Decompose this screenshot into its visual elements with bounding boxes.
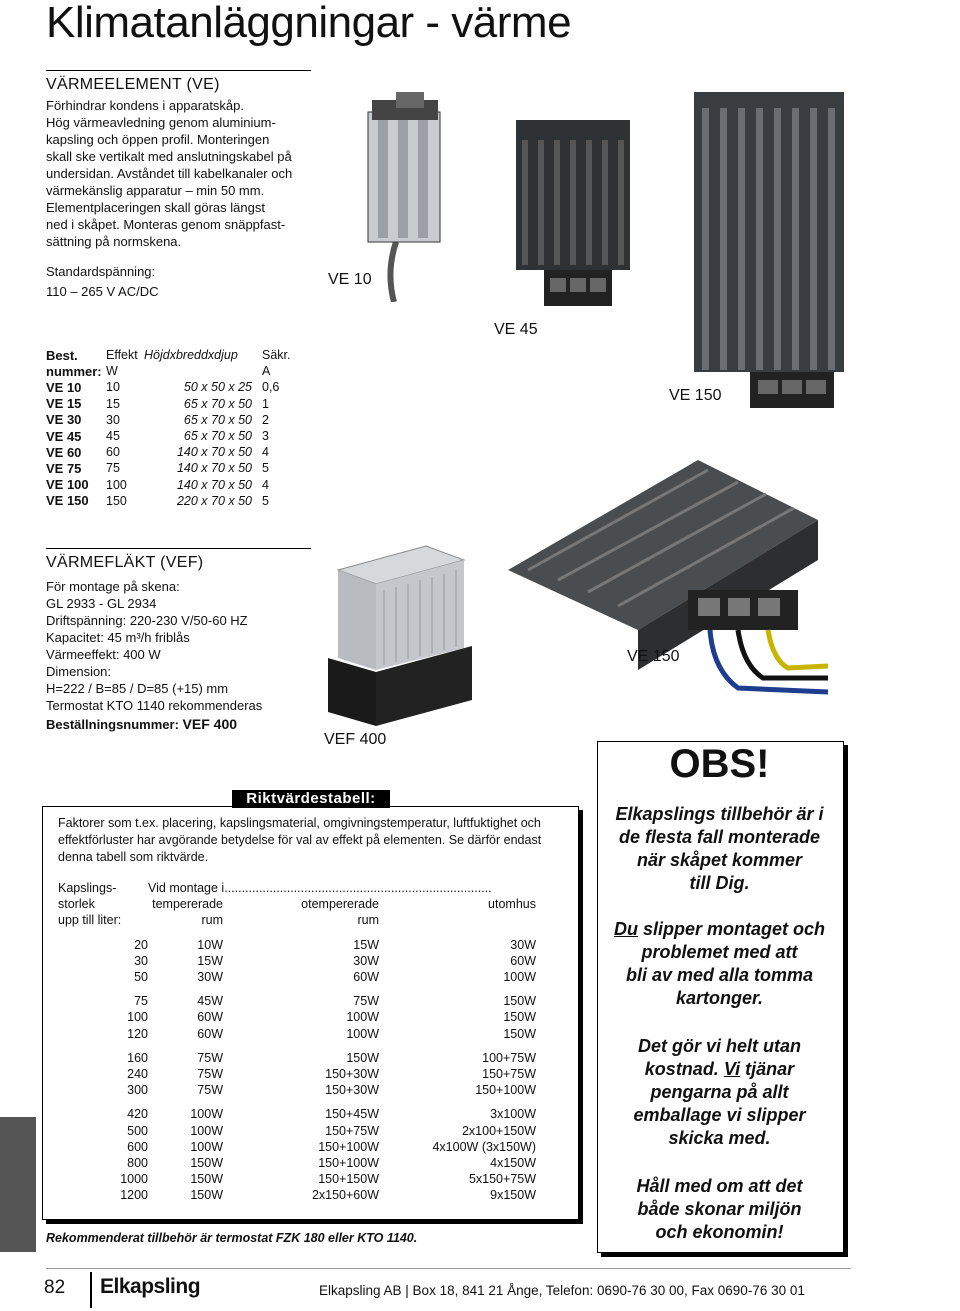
table-row (46, 444, 302, 460)
volume-liters: 1200 (120, 1188, 148, 1203)
obs-line (597, 918, 842, 941)
side-tab-marker (0, 1117, 36, 1252)
untempered-room: 150+150W (318, 1172, 379, 1187)
tempered-room: 15W (197, 953, 223, 968)
outdoors: 150W (503, 1010, 536, 1025)
header-rum-2: rum (357, 913, 379, 928)
obs-underlined-word: Du (613, 919, 638, 939)
table-row (58, 1082, 536, 1098)
ve-desc-line: skall ske vertikalt med anslutningskabel på (46, 149, 292, 164)
obs-paragraph-1 (597, 803, 842, 895)
ve-desc-line: undersidan. Avståndet till kabelkanaler och (46, 166, 293, 181)
group-spacer (58, 985, 536, 993)
table-row (58, 993, 536, 1009)
group-spacer (58, 1098, 536, 1106)
tempered-room: 75W (197, 1066, 223, 1081)
voltage-block (46, 263, 159, 300)
ve10-label: VE 10 (328, 271, 372, 288)
order-number: VE 15 (46, 396, 82, 412)
table-row (58, 937, 536, 953)
order-table (46, 347, 302, 509)
header-empty (379, 912, 536, 928)
tempered-room: 10W (197, 937, 223, 952)
dimensions: 50 x 50 x 25 (183, 380, 252, 395)
obs-line: de flesta fall monterade (618, 827, 821, 847)
table-row (46, 379, 302, 395)
ve150-label-bottom: VE 150 (627, 648, 680, 665)
col-header-dimensions-unit (144, 363, 262, 379)
header-kapslings: Kapslings- (58, 881, 117, 896)
section-rule-ve (46, 70, 311, 71)
untempered-room: 150+30W (325, 1083, 379, 1098)
ve-description (46, 97, 292, 250)
tempered-room: 30W (197, 970, 223, 985)
table-row (58, 1187, 536, 1203)
table-row (46, 412, 302, 428)
volume-liters: 50 (134, 970, 148, 985)
riktvarde-intro-line: effektförluster har avgörande betydelse för val av effekt på elementen. Se därför endast (58, 833, 542, 847)
tempered-room: 75W (197, 1083, 223, 1098)
vef400-label: VEF 400 (324, 731, 387, 748)
volume-liters: 75 (134, 994, 148, 1009)
vef-heading: VÄRMEFLÄKT (VEF) (46, 554, 204, 571)
ve150-label-top: VE 150 (669, 387, 722, 404)
table-row (58, 1139, 536, 1155)
header-rum-1: rum (201, 913, 223, 928)
dimensions: 65 x 70 x 50 (183, 429, 252, 444)
order-number: VE 30 (46, 412, 82, 428)
table-row (46, 396, 302, 412)
volume-liters: 800 (127, 1155, 148, 1170)
tempered-room: 75W (197, 1050, 223, 1065)
section-rule-vef (46, 548, 311, 549)
obs-title: OBS! (669, 742, 770, 786)
ve-desc-line: Hög värmeavledning genom aluminium- (46, 115, 276, 130)
obs-paragraph-3 (597, 1035, 842, 1150)
obs-line: när skåpet kommer (636, 850, 803, 870)
recommendation-note: Rekommenderat tillbehör är termostat FZK 180 eller KTO 1140. (46, 1231, 418, 1245)
spacer-cell (58, 985, 536, 993)
col-header-power-unit: W (106, 364, 118, 379)
header-upp-till-liter: upp till liter: (58, 913, 122, 928)
volume-liters: 600 (127, 1139, 148, 1154)
riktvarde-intro (58, 815, 541, 866)
table-row (58, 1066, 536, 1082)
brand-logo: Elkapsling (100, 1275, 201, 1298)
obs-line: och ekonomin! (655, 1222, 784, 1242)
ve-desc-line: Förhindrar kondens i apparatskåp. (46, 98, 245, 113)
obs-line (597, 1058, 842, 1081)
untempered-room: 150+100W (318, 1139, 379, 1154)
volume-liters: 240 (127, 1066, 148, 1081)
header-vid-montage: Vid montage i............................................................................. (148, 881, 492, 896)
obs-paragraph-4 (597, 1175, 842, 1244)
tempered-room: 60W (197, 1026, 223, 1041)
volume-liters: 300 (127, 1083, 148, 1098)
vef-spec-line: För montage på skena: (46, 579, 180, 594)
order-number: VE 100 (46, 477, 89, 493)
header-otempererade: otempererade (301, 897, 379, 912)
obs-paragraph-2 (597, 918, 842, 1010)
untempered-room: 100W (346, 1026, 379, 1041)
table-row (58, 1171, 536, 1187)
tempered-room: 60W (197, 1010, 223, 1025)
ve-desc-line: ned i skåpet. Monteras genom snäppfast- (46, 217, 286, 232)
table-row (46, 493, 302, 509)
vef-spec-line: Termostat KTO 1140 rekommenderas (46, 698, 263, 713)
order-number: VE 150 (46, 493, 89, 509)
ve-desc-line: kapsling och öppen profil. Monteringen (46, 132, 270, 147)
untempered-room: 150+100W (318, 1155, 379, 1170)
fuse: 2 (262, 412, 269, 427)
header-storlek: storlek (58, 897, 95, 912)
outdoors: 100+75W (482, 1050, 536, 1065)
ve150-heater-photo-bottom (498, 420, 828, 720)
obs-underlined-word: Vi (723, 1059, 741, 1079)
fuse: 3 (262, 429, 269, 444)
dimensions: 140 x 70 x 50 (176, 461, 252, 476)
group-spacer (58, 1042, 536, 1050)
untempered-room: 60W (353, 970, 379, 985)
outdoors: 30W (510, 937, 536, 952)
obs-line: emballage vi slipper (633, 1105, 806, 1125)
dimensions: 220 x 70 x 50 (176, 493, 252, 508)
obs-line: bli av med alla tomma (625, 965, 814, 985)
tempered-room: 100W (190, 1123, 223, 1138)
tempered-room: 100W (190, 1139, 223, 1154)
power: 30 (106, 412, 120, 427)
obs-line: skicka med. (668, 1128, 771, 1148)
riktvarde-header-row (58, 912, 536, 928)
ve150-heater-photo-top (684, 82, 848, 412)
table-row (58, 1026, 536, 1042)
ve45-heater-photo (508, 110, 638, 310)
vef-order-number (46, 716, 237, 732)
page-title: Klimatanläggningar - värme (46, 0, 572, 47)
spacer-cell (58, 929, 536, 937)
power: 10 (106, 380, 120, 395)
volume-liters: 1000 (120, 1172, 148, 1187)
untempered-room: 30W (353, 953, 379, 968)
table-row (58, 953, 536, 969)
riktvarde-label: Riktvärdestabell: (232, 790, 390, 808)
vef-spec-line: Värmeeffekt: 400 W (46, 647, 161, 662)
order-table-header (46, 347, 302, 363)
outdoors: 5x150+75W (468, 1172, 536, 1187)
untempered-room: 15W (353, 937, 379, 952)
vef400-fan-heater-photo (326, 540, 476, 730)
ve-desc-line: Elementplaceringen skall göras längst (46, 200, 265, 215)
power: 150 (106, 493, 127, 508)
footer-divider (90, 1272, 92, 1308)
tempered-room: 150W (190, 1188, 223, 1203)
obs-line: till Dig. (689, 873, 750, 893)
page-number: 82 (44, 1277, 66, 1298)
spacer-cell (58, 1098, 536, 1106)
riktvarde-body (58, 929, 536, 1204)
outdoors: 2x100+150W (461, 1123, 536, 1138)
riktvarde-intro-line: Faktorer som t.ex. placering, kapslingsmaterial, omgivningstemperatur, luftfuktighet och (58, 816, 541, 830)
obs-line: Elkapslings tillbehör är i (615, 804, 824, 824)
obs-line: Det gör vi helt utan (637, 1036, 801, 1056)
untempered-room: 150W (346, 1050, 379, 1065)
spacer-cell (58, 1042, 536, 1050)
outdoors: 3x100W (490, 1107, 536, 1122)
outdoors: 150W (503, 994, 536, 1009)
order-number: VE 10 (46, 379, 82, 395)
vef-specs (46, 578, 262, 714)
fuse: 1 (262, 396, 269, 411)
outdoors: 60W (510, 953, 536, 968)
voltage-label: Standardspänning: (46, 264, 156, 279)
untempered-room: 150+45W (325, 1107, 379, 1122)
riktvarde-header-row (58, 896, 536, 912)
tempered-room: 150W (190, 1155, 223, 1170)
power: 15 (106, 396, 120, 411)
vef-spec-line: Dimension: (46, 664, 112, 679)
untempered-room: 150+75W (325, 1123, 379, 1138)
table-row (46, 477, 302, 493)
table-row (58, 969, 536, 985)
obs-line-rest: tjänar (740, 1059, 795, 1079)
riktvarde-intro-line: denna tabell som riktvärde. (58, 850, 209, 864)
fuse: 4 (262, 445, 269, 460)
obs-line: kartonger. (675, 988, 764, 1008)
untempered-room: 100W (346, 1010, 379, 1025)
fuse: 5 (262, 493, 269, 508)
dimensions: 65 x 70 x 50 (183, 396, 252, 411)
volume-liters: 30 (134, 953, 148, 968)
vef-order-label: Beställningsnummer: (46, 717, 179, 732)
dimensions: 140 x 70 x 50 (176, 477, 252, 492)
order-number: VE 75 (46, 460, 82, 476)
obs-line: pengarna på allt (650, 1082, 789, 1102)
obs-line-rest: slipper montaget och (637, 919, 826, 939)
group-spacer (58, 929, 536, 937)
tempered-room: 100W (190, 1107, 223, 1122)
power: 60 (106, 445, 120, 460)
untempered-room: 2x150+60W (311, 1188, 379, 1203)
vef-order-value: VEF 400 (182, 716, 238, 732)
outdoors: 150W (503, 1026, 536, 1041)
ve-heading: VÄRMEELEMENT (VE) (46, 76, 220, 93)
obs-line: både skonar miljön (637, 1199, 802, 1219)
vef-spec-line: H=222 / B=85 / D=85 (+15) mm (46, 681, 229, 696)
obs-line: problemet med att (641, 942, 798, 962)
tempered-room: 150W (190, 1172, 223, 1187)
volume-liters: 100 (127, 1010, 148, 1025)
dimensions: 65 x 70 x 50 (183, 412, 252, 427)
footer-rule (46, 1268, 851, 1269)
table-row (58, 1155, 536, 1171)
vef-spec-line: Kapacitet: 45 m³/h friblås (46, 630, 190, 645)
col-header-power: Effekt (106, 348, 138, 363)
untempered-room: 150+30W (325, 1066, 379, 1081)
tempered-room: 45W (197, 994, 223, 1009)
power: 100 (106, 477, 127, 492)
power: 45 (106, 429, 120, 444)
col-header-fuse-unit: A (262, 364, 271, 379)
col-header-dimensions: Höjdxbreddxdjup (144, 348, 238, 363)
table-row (58, 1050, 536, 1066)
volume-liters: 120 (127, 1026, 148, 1041)
volume-liters: 500 (127, 1123, 148, 1138)
obs-line: Håll med om att det (636, 1176, 803, 1196)
power: 75 (106, 461, 120, 476)
outdoors: 4x100W (3x150W) (432, 1139, 536, 1154)
table-row (58, 1009, 536, 1025)
table-row (46, 428, 302, 444)
ve-desc-line: sättning på normskena. (46, 234, 182, 249)
col-header-fuse: Säkr. (262, 348, 291, 363)
vef-spec-line: GL 2933 - GL 2934 (46, 596, 157, 611)
outdoors: 4x150W (490, 1155, 536, 1170)
ve45-label: VE 45 (494, 321, 538, 338)
fuse: 4 (262, 477, 269, 492)
table-row (46, 460, 302, 476)
order-table-header (46, 363, 302, 379)
outdoors: 9x150W (490, 1188, 536, 1203)
fuse: 0,6 (262, 380, 280, 395)
col-header-order: Best. (46, 347, 78, 363)
fuse: 5 (262, 461, 269, 476)
riktvarde-header-row (58, 880, 536, 896)
order-number: VE 60 (46, 444, 82, 460)
dimensions: 140 x 70 x 50 (176, 445, 252, 460)
table-row (58, 1122, 536, 1138)
order-number: VE 45 (46, 428, 82, 444)
col-header-order-2: nummer: (46, 363, 102, 379)
riktvarde-table (58, 880, 536, 1203)
obs-line-start: kostnad. (644, 1059, 724, 1079)
volume-liters: 420 (127, 1107, 148, 1122)
volume-liters: 20 (134, 937, 148, 952)
header-tempererade: tempererade (152, 897, 223, 912)
untempered-room: 75W (353, 994, 379, 1009)
volume-liters: 160 (127, 1050, 148, 1065)
outdoors: 150+75W (482, 1066, 536, 1081)
outdoors: 100W (503, 970, 536, 985)
footer-address: Elkapsling AB | Box 18, 841 21 Ånge, Telefon: 0690-76 30 00, Fax 0690-76 30 01 (319, 1283, 805, 1298)
table-row (58, 1106, 536, 1122)
voltage-value: 110 – 265 V AC/DC (46, 284, 159, 299)
vef-spec-line: Driftspänning: 220-230 V/50-60 HZ (46, 613, 248, 628)
header-utomhus: utomhus (488, 897, 536, 912)
ve-desc-line: värmekänslig apparatur – min 50 mm. (46, 183, 265, 198)
outdoors: 150+100W (475, 1083, 536, 1098)
